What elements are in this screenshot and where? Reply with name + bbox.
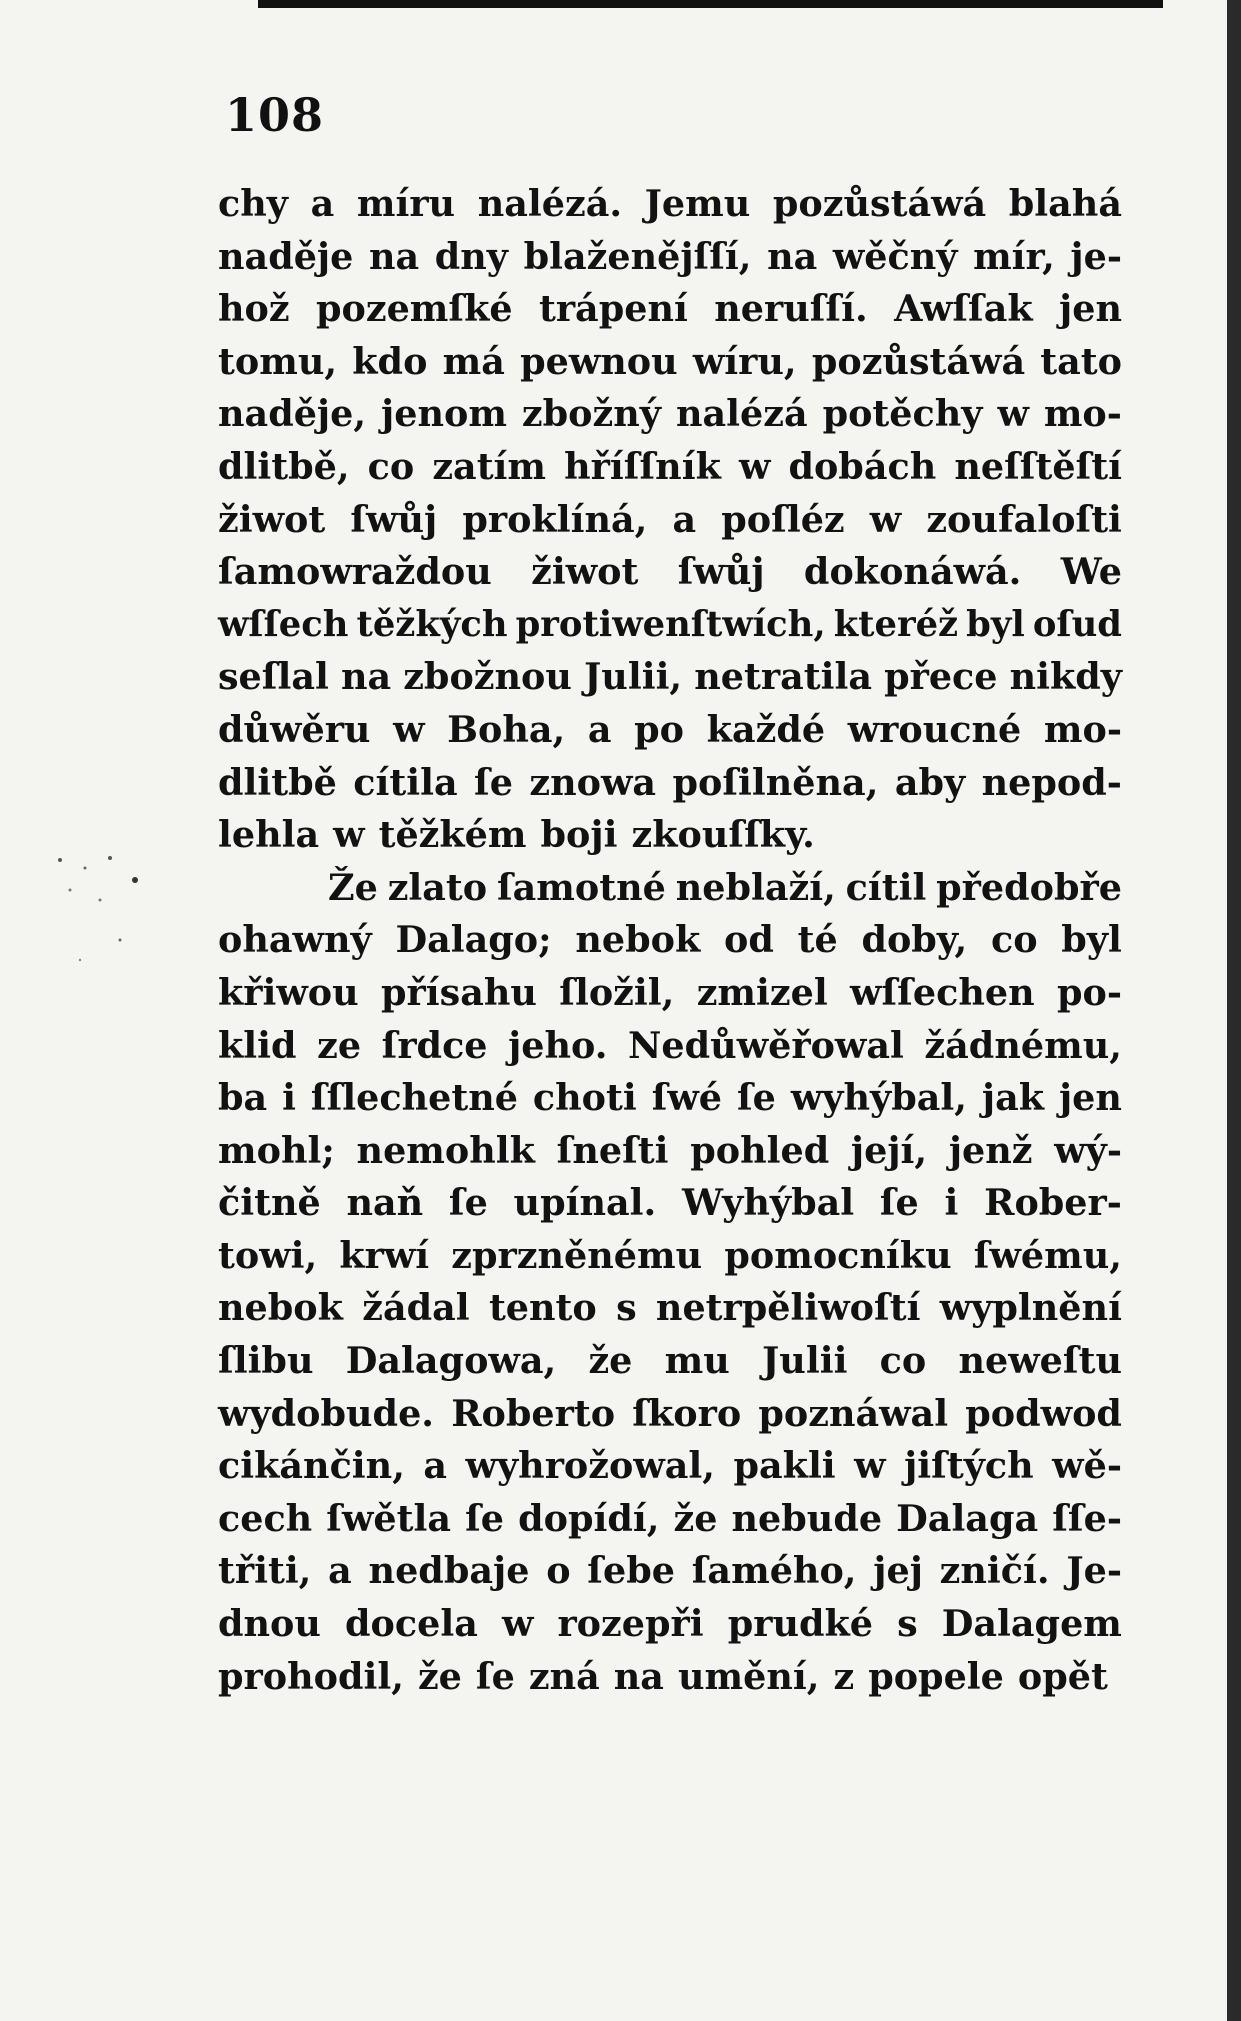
word: choti xyxy=(532,1076,637,1120)
word: jenž xyxy=(948,1128,1033,1172)
text-line xyxy=(218,1651,1122,1704)
word: poznáwal xyxy=(758,1391,949,1435)
word: towi, xyxy=(218,1233,318,1277)
word: na xyxy=(767,234,818,278)
word: a xyxy=(587,707,612,751)
word: ſebe xyxy=(587,1549,675,1593)
word: w xyxy=(501,1602,534,1646)
text-line xyxy=(218,1335,1122,1388)
word: cech xyxy=(218,1496,313,1540)
word: Dalaga xyxy=(896,1496,1039,1540)
word: na xyxy=(340,655,392,699)
word: w xyxy=(333,813,365,857)
word: po xyxy=(634,707,685,751)
word: ſneſti xyxy=(556,1128,669,1172)
word: cikánčin, xyxy=(218,1444,405,1488)
word: ba xyxy=(218,1076,268,1120)
word: na xyxy=(613,1654,664,1698)
word: ſamého, xyxy=(691,1549,857,1593)
text-line xyxy=(218,231,1122,284)
word: byl xyxy=(966,603,1025,645)
word: hříſſník xyxy=(564,444,721,488)
word: mír, xyxy=(973,234,1055,278)
word: wě- xyxy=(1052,1444,1122,1488)
text-line xyxy=(218,336,1122,389)
text-line xyxy=(218,967,1122,1020)
word: neſſtěſtí xyxy=(954,444,1122,488)
text-line xyxy=(218,1072,1122,1125)
text-line xyxy=(218,1493,1122,1546)
word: Nedůwěřowal xyxy=(628,1023,904,1067)
text-line xyxy=(218,1020,1122,1073)
word: znowa xyxy=(529,760,657,804)
word: zbožnou xyxy=(403,655,572,699)
word: umění, xyxy=(677,1654,820,1698)
word: w xyxy=(997,392,1029,436)
word: zbožný xyxy=(521,392,661,436)
word: jeho. xyxy=(508,1023,608,1067)
text-line xyxy=(218,1388,1122,1441)
word: kdo xyxy=(352,339,428,383)
word: jiſtých xyxy=(904,1444,1034,1488)
word: zoufaloſti xyxy=(926,497,1122,541)
word: Boha, xyxy=(447,707,566,751)
word: a xyxy=(310,182,335,225)
word: má xyxy=(442,339,505,383)
word: dopídí, xyxy=(518,1496,660,1540)
word: ſe xyxy=(474,760,513,804)
word: Julii, xyxy=(584,655,683,699)
word: opět xyxy=(1017,1654,1108,1698)
word: po- xyxy=(1056,970,1122,1014)
word: Roberto xyxy=(451,1391,616,1435)
word: trápení xyxy=(538,287,688,331)
word: ſe xyxy=(879,1181,919,1225)
word: nebok xyxy=(218,1286,343,1330)
word: i xyxy=(282,1076,296,1120)
word: ſamotné xyxy=(496,865,666,909)
word: dobách xyxy=(788,444,937,488)
word: ſwůj xyxy=(677,550,765,594)
word: prudké xyxy=(727,1602,874,1646)
word: ſſe- xyxy=(1052,1496,1122,1540)
text-line xyxy=(218,809,1122,862)
word: Dalagem xyxy=(941,1602,1122,1646)
word: w xyxy=(393,707,425,751)
word: Dalago; xyxy=(395,918,552,962)
text-line xyxy=(218,1177,1122,1230)
word: jej xyxy=(873,1549,923,1593)
word: těžkých xyxy=(356,603,508,645)
word: nalézá. xyxy=(477,182,623,225)
word: Je- xyxy=(1066,1549,1122,1593)
word: co xyxy=(990,918,1038,962)
word: žádnému, xyxy=(924,1023,1122,1067)
word: zlato xyxy=(387,865,488,909)
word: naděje xyxy=(218,234,354,278)
word: pakli xyxy=(733,1444,836,1488)
text-line xyxy=(218,1545,1122,1598)
word: že xyxy=(417,1654,462,1698)
word: tento xyxy=(488,1286,597,1330)
word: blaženějſſí, xyxy=(523,234,752,278)
word: čitně xyxy=(218,1181,321,1225)
word: prohodil, xyxy=(218,1654,404,1698)
word: je- xyxy=(1070,234,1122,278)
word: pomocníku xyxy=(724,1233,952,1277)
word: wyplnění xyxy=(939,1286,1122,1330)
word: s xyxy=(897,1602,918,1646)
word: kteréž xyxy=(833,603,959,645)
word: nepod- xyxy=(981,760,1122,804)
word: wíru, xyxy=(692,339,797,383)
word: w xyxy=(738,444,771,488)
word: mo- xyxy=(1043,707,1122,751)
word: a xyxy=(328,1549,352,1593)
word: Awſſak xyxy=(894,287,1033,331)
word: pozemſké xyxy=(315,287,513,331)
word: oſud xyxy=(1032,603,1122,645)
word: o xyxy=(546,1549,571,1593)
word: neruſſí. xyxy=(714,287,868,331)
word: žádal xyxy=(362,1286,470,1330)
word: ſložil, xyxy=(559,970,675,1014)
word: těžkém xyxy=(378,813,527,857)
text-line xyxy=(218,283,1122,336)
word: nikdy xyxy=(1009,655,1122,699)
text-line xyxy=(218,704,1122,757)
word: ſwůj xyxy=(350,497,438,541)
word: Dalagowa, xyxy=(345,1339,557,1383)
word: na xyxy=(368,234,420,278)
word: že xyxy=(588,1339,633,1383)
text-line xyxy=(218,388,1122,441)
word: Rober- xyxy=(984,1181,1122,1225)
word: dlitbě, xyxy=(218,444,350,488)
word: přísahu xyxy=(381,970,537,1014)
word: ſrdce xyxy=(381,1023,488,1067)
word: s xyxy=(616,1286,637,1330)
word: hož xyxy=(218,287,290,331)
text-line xyxy=(218,178,1122,231)
word: neweſtu xyxy=(958,1339,1122,1383)
word: wſſech xyxy=(218,603,349,645)
text-line xyxy=(218,494,1122,547)
text-line xyxy=(218,1230,1122,1283)
word: že xyxy=(673,1496,718,1540)
word: nedbaje xyxy=(368,1549,530,1593)
word: jen xyxy=(1058,1076,1122,1120)
word: Wyhýbal xyxy=(681,1181,855,1225)
word: byl xyxy=(1061,918,1122,962)
word: dny xyxy=(434,234,508,278)
word: naděje, xyxy=(218,392,367,436)
text-line xyxy=(218,1598,1122,1651)
word: ſe xyxy=(475,1654,515,1698)
word: krwí xyxy=(339,1233,430,1277)
text-line xyxy=(218,546,1122,599)
word: dlitbě xyxy=(218,760,337,804)
word: netratila xyxy=(694,655,872,699)
word: wydobude. xyxy=(218,1391,435,1435)
word: nebok xyxy=(575,918,701,962)
word: křiwou xyxy=(218,970,359,1014)
word: poſléz xyxy=(721,497,845,541)
word: w xyxy=(854,1444,886,1488)
text-line xyxy=(218,914,1122,967)
word: poſilněna, xyxy=(672,760,879,804)
word: zničí. xyxy=(939,1549,1050,1593)
word: seſlal xyxy=(218,655,329,699)
word: Že xyxy=(328,865,378,909)
word: popele xyxy=(868,1654,1004,1698)
word: ſe xyxy=(736,1076,776,1120)
word: a xyxy=(672,497,697,541)
word: dokonáwá. xyxy=(803,550,1022,594)
word: docela xyxy=(345,1602,478,1646)
word: zná xyxy=(528,1654,600,1698)
ink-specks xyxy=(40,850,160,980)
word: ſamowraždou xyxy=(218,550,492,594)
word: wý- xyxy=(1054,1128,1122,1172)
word: co xyxy=(367,444,415,488)
word: pewnou xyxy=(520,339,678,383)
word: jenom xyxy=(381,392,507,436)
word: ohawný xyxy=(218,918,372,962)
word: přece xyxy=(884,655,998,699)
word: wroucné xyxy=(847,707,1022,751)
word: tato xyxy=(1040,339,1122,383)
word: blahá xyxy=(1008,182,1122,225)
top-border-line xyxy=(258,0,1163,8)
word: ſwé xyxy=(651,1076,723,1120)
word: i xyxy=(944,1181,959,1225)
word: její, xyxy=(850,1128,928,1172)
word: mohl; xyxy=(218,1128,335,1172)
word: pozůstáwá xyxy=(772,182,987,225)
word: dnou xyxy=(218,1602,321,1646)
word: míru xyxy=(356,182,456,225)
word: w xyxy=(869,497,902,541)
text-line xyxy=(218,1440,1122,1493)
word: každé xyxy=(706,707,826,751)
word: zkouſſky. xyxy=(631,813,815,857)
text-line xyxy=(218,862,1122,915)
word: aby xyxy=(894,760,966,804)
word: nebude xyxy=(731,1496,883,1540)
word: potěchy xyxy=(822,392,983,436)
word: tomu, xyxy=(218,339,338,383)
word: ze xyxy=(317,1023,362,1067)
word: doby, xyxy=(861,918,968,962)
text-line xyxy=(218,599,1122,652)
word: Julii xyxy=(762,1339,848,1383)
word: ſe xyxy=(465,1496,505,1540)
word: Jemu xyxy=(644,182,751,225)
word: důwěru xyxy=(218,707,371,751)
word: klid xyxy=(218,1023,297,1067)
word: cítil xyxy=(845,865,927,909)
word: z xyxy=(833,1654,855,1698)
word: pohled xyxy=(690,1128,830,1172)
word: lehla xyxy=(218,813,320,857)
word: ſlibu xyxy=(218,1339,314,1383)
word: zmizel xyxy=(696,970,828,1014)
word: wyhýbal, xyxy=(790,1076,967,1120)
word: jak xyxy=(981,1076,1045,1120)
word: žiwot xyxy=(218,497,326,541)
word: podwod xyxy=(965,1391,1122,1435)
word: ſwětla xyxy=(326,1496,452,1540)
word: a xyxy=(423,1444,448,1488)
word: té xyxy=(797,918,838,962)
word: žiwot xyxy=(531,550,639,594)
word: naň xyxy=(346,1181,424,1225)
body-text xyxy=(218,178,1122,1703)
word: ſkoro xyxy=(632,1391,742,1435)
word: cítila xyxy=(353,760,458,804)
word: wěčný xyxy=(832,234,958,278)
word: třiti, xyxy=(218,1549,312,1593)
text-line xyxy=(218,1125,1122,1178)
word: pozůstáwá xyxy=(811,339,1026,383)
text-line xyxy=(218,757,1122,810)
word: mo- xyxy=(1043,392,1122,436)
word: neblaží, xyxy=(675,865,836,909)
word: ſe xyxy=(448,1181,488,1225)
word: nemohlk xyxy=(356,1128,535,1172)
word: chy xyxy=(218,182,288,225)
word: boji xyxy=(540,813,618,857)
word: mu xyxy=(664,1339,730,1383)
text-line xyxy=(218,1282,1122,1335)
text-line xyxy=(218,651,1122,704)
page-edge-shadow xyxy=(1227,0,1241,2021)
word: jen xyxy=(1059,287,1122,331)
text-line xyxy=(218,441,1122,494)
word: netrpěliwoſtí xyxy=(655,1286,921,1330)
word: od xyxy=(724,918,774,962)
word: wſſechen xyxy=(850,970,1035,1014)
word: zprzněnému xyxy=(451,1233,703,1277)
word: upínal. xyxy=(513,1181,657,1225)
word: rozepři xyxy=(557,1602,704,1646)
word: předobře xyxy=(936,865,1122,909)
word: proklíná, xyxy=(462,497,648,541)
word: ſſlechetné xyxy=(310,1076,518,1120)
page-number: 108 xyxy=(225,88,325,142)
word: protiwenſtwích, xyxy=(515,603,826,645)
word: nalézá xyxy=(675,392,808,436)
word: zatím xyxy=(432,444,547,488)
word: We xyxy=(1060,550,1122,594)
word: co xyxy=(879,1339,927,1383)
word: ſwému, xyxy=(973,1233,1122,1277)
word: wyhrožowal, xyxy=(465,1444,715,1488)
